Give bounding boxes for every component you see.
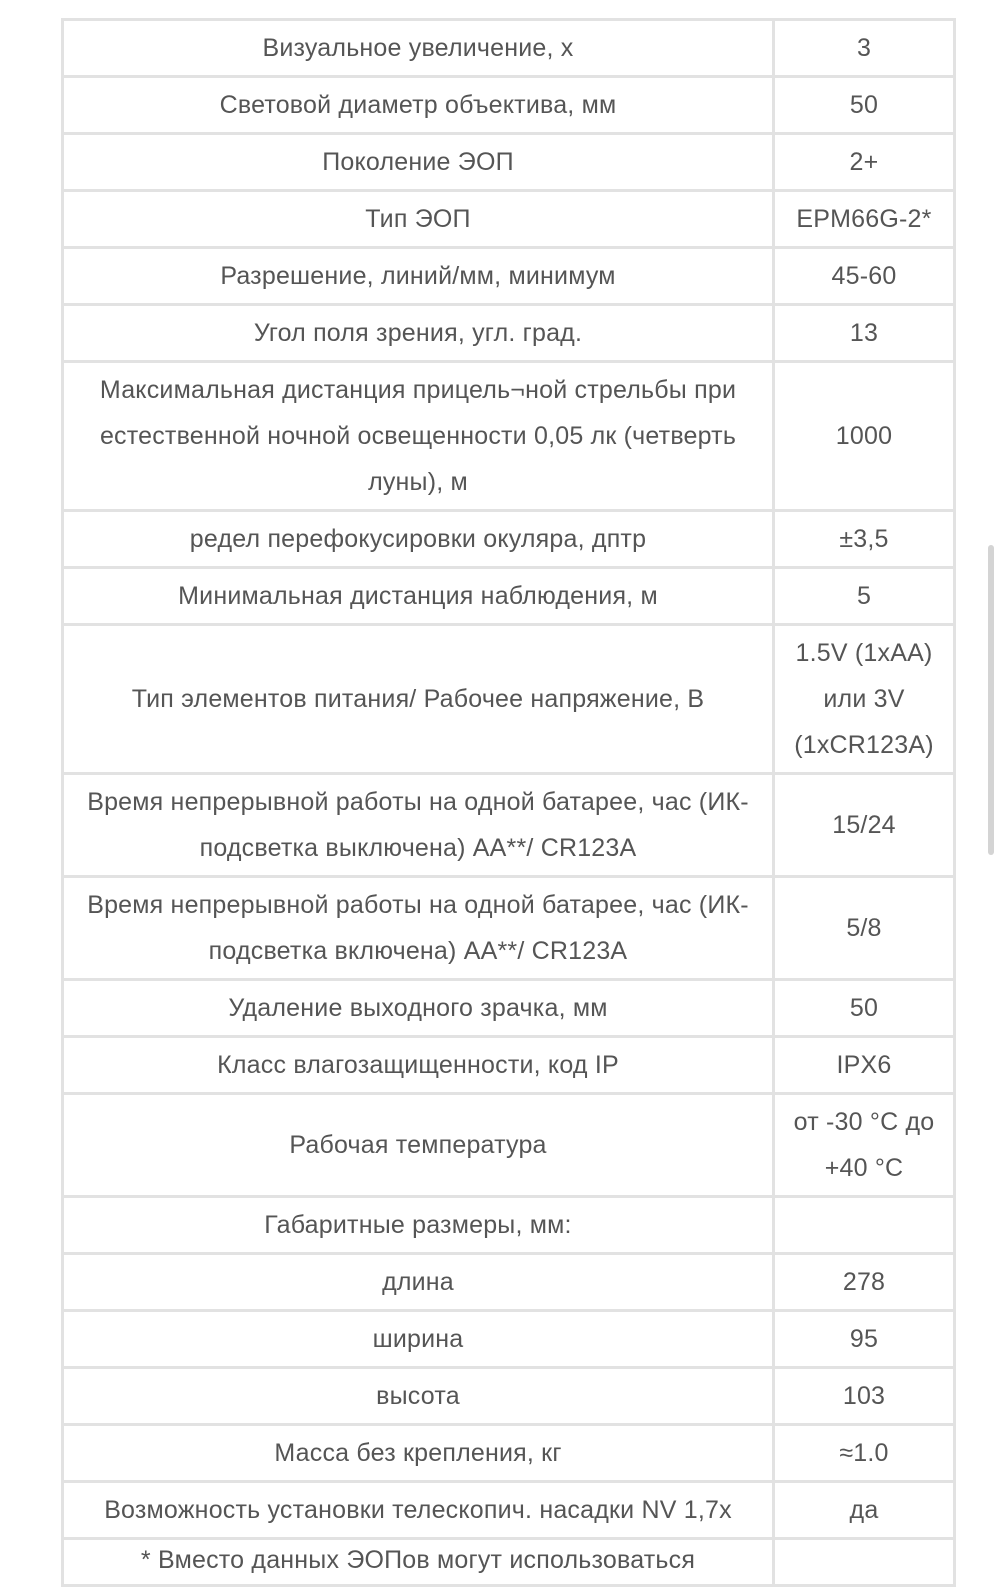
table-row [63,980,955,1037]
table-row [63,1311,955,1368]
param-cell: редел перефокусировки окуляра, дптр [63,511,774,568]
page-scrollbar[interactable] [988,545,994,855]
table-row [63,1254,955,1311]
param-cell: Тип ЭОП [63,191,774,248]
table-row [63,511,955,568]
table-row [63,248,955,305]
value-cell: IPX6 [774,1037,955,1094]
table-row [63,77,955,134]
param-cell: Визуальное увеличение, х [63,20,774,77]
param-cell: Габаритные размеры, мм: [63,1197,774,1254]
param-cell: Минимальная дистанция наблюдения, м [63,568,774,625]
table-row [63,1368,955,1425]
value-cell: EPM66G-2* [774,191,955,248]
value-cell: 15/24 [774,774,955,877]
table-row [63,625,955,774]
value-cell: 103 [774,1368,955,1425]
param-cell: Поколение ЭОП [63,134,774,191]
value-cell: 3 [774,20,955,77]
value-cell: 2+ [774,134,955,191]
value-cell: 50 [774,77,955,134]
value-cell: 45-60 [774,248,955,305]
footnote-cell: * Вместо данных ЭОПов могут использоваться [63,1539,774,1586]
footnote-row [63,1539,955,1586]
table-row [63,20,955,77]
param-cell: Разрешение, линий/мм, минимум [63,248,774,305]
table-row [63,1094,955,1197]
value-cell: 13 [774,305,955,362]
table-row [63,191,955,248]
table-row [63,362,955,511]
param-cell: Время непрерывной работы на одной батарее, час (ИК-подсветка выключена) АА**/ CR123A [63,774,774,877]
value-cell: 1.5V (1xAA) или 3V (1xCR123A) [774,625,955,774]
param-cell: Угол поля зрения, угл. град. [63,305,774,362]
table-row [63,1197,955,1254]
value-cell: 50 [774,980,955,1037]
value-cell: 5 [774,568,955,625]
table-row [63,568,955,625]
param-cell: Время непрерывной работы на одной батарее, час (ИК-подсветка включена) АА**/ CR123A [63,877,774,980]
table-row [63,134,955,191]
value-cell: 278 [774,1254,955,1311]
value-cell: да [774,1482,955,1539]
specifications-table [61,18,956,1587]
value-cell: ≈1.0 [774,1425,955,1482]
value-cell: 1000 [774,362,955,511]
value-cell: ±3,5 [774,511,955,568]
param-cell: Удаление выходного зрачка, мм [63,980,774,1037]
table-row [63,1425,955,1482]
param-cell: высота [63,1368,774,1425]
table-row [63,1037,955,1094]
param-cell: Тип элементов питания/ Рабочее напряжение, В [63,625,774,774]
table-row [63,774,955,877]
param-cell: Класс влагозащищенности, код IP [63,1037,774,1094]
param-cell: длина [63,1254,774,1311]
param-cell: Максимальная дистанция прицель¬ной стрельбы при естественной ночной освещенности 0,05 лк (четверть луны), м [63,362,774,511]
param-cell: ширина [63,1311,774,1368]
table-row [63,1482,955,1539]
param-cell: Рабочая температура [63,1094,774,1197]
table-row [63,305,955,362]
value-cell: 95 [774,1311,955,1368]
value-cell: 5/8 [774,877,955,980]
table-row [63,877,955,980]
param-cell: Возможность установки телескопич. насадки NV 1,7х [63,1482,774,1539]
param-cell: Световой диаметр объектива, мм [63,77,774,134]
param-cell: Масса без крепления, кг [63,1425,774,1482]
value-cell: от -30 °C до +40 °C [774,1094,955,1197]
footnote-value-cell [774,1539,955,1586]
value-cell [774,1197,955,1254]
